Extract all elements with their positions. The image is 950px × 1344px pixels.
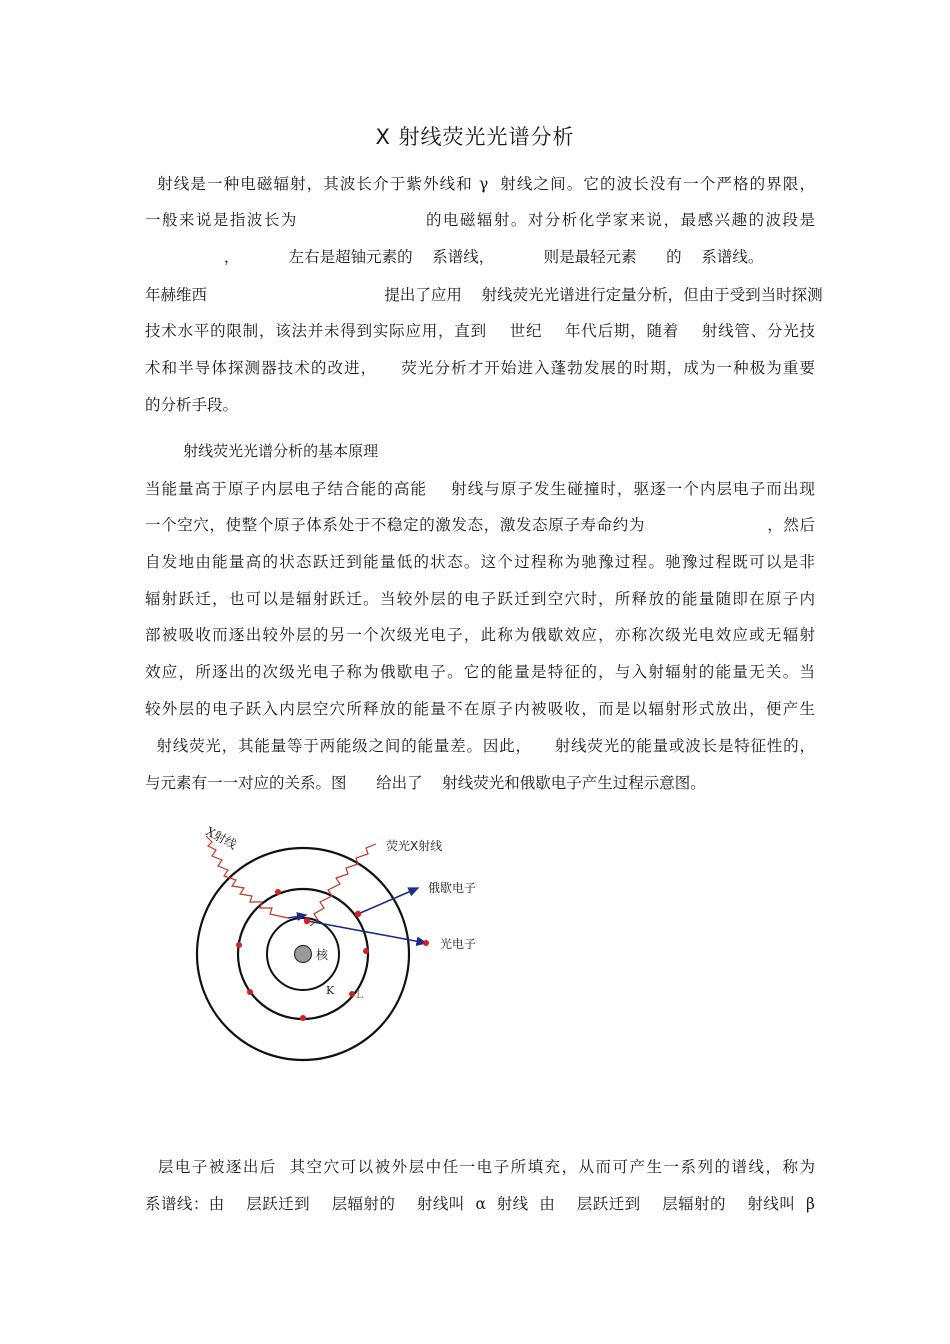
- fluorescent-xray-label: 荧光X射线: [386, 839, 443, 853]
- l-label: L: [356, 988, 364, 1001]
- closing-line-1: 层电子被逐出后 其空穴可以被外层中任一电子所填充，从而可产生一系列的谱线，称为: [145, 1158, 815, 1176]
- principle-line-2: 一个空穴，使整个原子体系处于不稳定的激发态，激发态原子寿命约为 ，然后: [145, 516, 815, 534]
- nucleus-label: 核: [316, 948, 329, 962]
- electron: [300, 1015, 306, 1021]
- electron: [275, 889, 281, 895]
- intro-line-7: 的分析手段。: [145, 396, 239, 414]
- electron: [236, 942, 242, 948]
- principle-line-8: 射线荧光，其能量等于两能级之间的能量差。因此， 射线荧光的能量或波长是特征性的，: [145, 737, 815, 755]
- closing-line-2: 系谱线：由 层跃迁到 层辐射的 射线叫 α 射线 由 层跃迁到 层辐射的 射线叫 β: [145, 1195, 815, 1213]
- principle-line-6: 效应，所逐出的次级光电子称为俄歇电子。它的能量是特征的，与入射辐射的能量无关。当: [145, 663, 815, 681]
- nucleus: [295, 946, 312, 963]
- xrf-process-diagram: [190, 822, 500, 1072]
- electron: [355, 911, 361, 917]
- electron: [349, 991, 355, 997]
- principle-line-1: 当能量高于原子内层电子结合能的高能 射线与原子发生碰撞时，驱逐一个内层电子而出现: [145, 480, 815, 498]
- incoming-xray-label: X射线: [203, 824, 239, 852]
- incoming-xray-wave: [206, 836, 288, 918]
- principle-line-7: 较外层的电子跃入内层空穴所释放的能量不在原子内被吸收，而是以辐射形式放出，便产生: [145, 700, 815, 718]
- intro-line-6: 术和半导体探测器技术的改进， 荧光分析才开始进入蓬勃发展的时期，成为一种极为重要: [145, 359, 815, 377]
- principle-line-3: 自发地由能量高的状态跃迁到能量低的状态。这个过程称为驰豫过程。驰豫过程既可以是非: [145, 553, 815, 571]
- page-title: X 射线荧光光谱分析: [375, 125, 575, 149]
- electron: [304, 918, 310, 924]
- principle-line-9: 与元素有一一对应的关系。图 给出了 射线荧光和俄歇电子产生过程示意图。: [145, 774, 706, 792]
- principle-line-4: 辐射跃迁，也可以是辐射跃迁。当较外层的电子跃迁到空穴时，所释放的能量随即在原子内: [145, 590, 815, 608]
- intro-line-5: 技术水平的限制，该法并未得到实际应用，直到 世纪 年代后期，随着 射线管、分光技: [145, 322, 815, 340]
- section-heading: 射线荧光光谱分析的基本原理: [145, 442, 379, 460]
- electron: [247, 989, 253, 995]
- photoelectron-label: 光电子: [440, 937, 477, 951]
- electron: [423, 940, 429, 946]
- electron: [363, 948, 369, 954]
- intro-line-2: 一般来说是指波长为 的电磁辐射。对分析化学家来说，最感兴趣的波段是: [145, 211, 815, 229]
- intro-line-4: 年赫维西 提出了应用 射线荧光光谱进行定量分析，但由于受到当时探测: [145, 286, 823, 304]
- k-label: K: [326, 984, 335, 997]
- auger-electron-label: 俄歇电子: [428, 881, 477, 895]
- principle-line-5: 部被吸收而逐出较外层的另一个次级光电子，此称为俄歇效应，亦称次级光电效应或无辐射: [145, 626, 815, 644]
- intro-line-1: 射线是一种电磁辐射，其波长介于紫外线和 γ 射线之间。它的波长没有一个严格的界限，: [145, 175, 815, 193]
- intro-line-3: ， 左右是超铀元素的 系谱线， 则是最轻元素 的 系谱线。: [145, 248, 764, 266]
